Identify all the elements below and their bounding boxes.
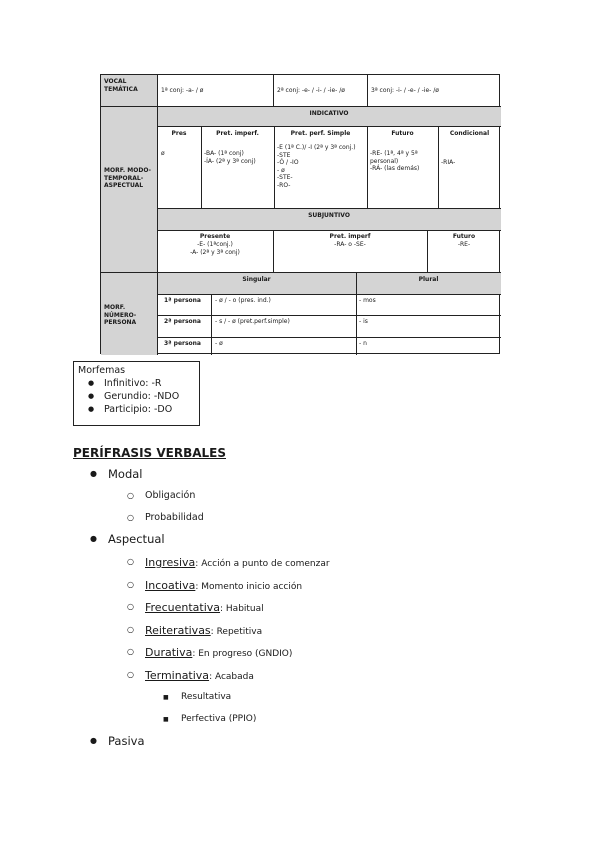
modo-label: MORF. MODO-TEMPORAL-ASPECTUAL xyxy=(104,167,152,189)
desc-durativa: : En progreso (GNDIO) xyxy=(192,649,293,659)
plural-3: - n xyxy=(359,340,367,347)
subjuntivo-title: SUBJUNTIVO xyxy=(308,212,350,219)
vocal-tematica-label: VOCAL TEMÁTICA xyxy=(104,78,138,93)
terminativa-perfectiva: ■ Perfectiva (PPIO) xyxy=(181,714,256,724)
sub-presente-value: -E- (1ªconj.) -A- (2ª y 3ª conj) xyxy=(190,241,240,256)
perf-simple-value: -É (1ª C.)/ -Í (2ª y 3ª conj.) -STE -Ó / -IO - ø -STE- -RO- xyxy=(277,144,356,189)
morfema-gerundio: ● Gerundio: -NDO xyxy=(104,390,195,403)
term-ingresiva: Ingresiva xyxy=(145,556,196,569)
desc-terminativa: : Acabada xyxy=(209,672,254,682)
term-terminativa: Terminativa xyxy=(145,669,210,682)
aspectual-reiterativas xyxy=(145,624,262,637)
sub-futuro-title: Futuro xyxy=(452,233,476,240)
futuro-value: -RÉ- (1ª, 4ª y 5ª personal) -RÁ- (las demás) xyxy=(370,150,420,172)
sub-imperf-title: Pret. imperf xyxy=(329,233,371,240)
persona-3: 3ª persona xyxy=(164,340,201,347)
aspectual-durativa xyxy=(145,646,292,659)
modal-item: ● Modal xyxy=(108,467,143,481)
term-reiterativas: Reiterativas xyxy=(145,624,211,637)
term-frecuentativa: Frecuentativa xyxy=(145,601,221,614)
singular-header: Singular xyxy=(242,276,271,283)
sing-1: - ø / - o (pres. ind.) xyxy=(215,297,271,304)
sing-3: - ø xyxy=(215,340,223,347)
plural-2: - is xyxy=(359,318,368,325)
term-durativa: Durativa xyxy=(145,646,193,659)
morfemas-title: Morfemas xyxy=(78,365,126,376)
morfemas-box xyxy=(73,361,200,426)
morfema-participio: ● Participio: -DO xyxy=(104,403,195,416)
sing-2: - s / - ø (pret.perf.simple) xyxy=(215,318,290,325)
persona-2: 2ª persona xyxy=(164,318,201,325)
plural-1: - mos xyxy=(359,297,376,304)
persona-1: 1ª persona xyxy=(164,297,201,304)
desc-ingresiva: : Acción a punto de comenzar xyxy=(195,559,330,569)
terminativa-resultativa: ■ Resultativa xyxy=(181,692,231,702)
pasiva-item: ● Pasiva xyxy=(108,734,145,748)
plural-header: Plural xyxy=(418,276,439,283)
sub-presente-title: Presente xyxy=(199,233,231,240)
condicional-value: -RÍA- xyxy=(441,159,456,166)
vocal-conj1: 1ª conj: -a- / ø xyxy=(161,87,204,94)
morfema-infinitivo: ● Infinitivo: -R xyxy=(104,377,195,390)
modal-obligacion: ○ Obligación xyxy=(145,490,195,501)
perifrasis-heading: PERÍFRASIS VERBALES xyxy=(73,446,226,460)
vocal-conj3: 3ª conj: -i- / -e- / -ie- /ø xyxy=(371,87,439,94)
header-futuro: Futuro xyxy=(391,130,414,137)
desc-incoativa: : Momento inicio acción xyxy=(195,582,303,592)
indicativo-title: INDICATIVO xyxy=(309,110,349,117)
desc-reiterativas: : Repetitiva xyxy=(210,627,263,637)
morfemas-list xyxy=(78,377,195,416)
header-imperf: Pret. imperf. xyxy=(216,130,259,137)
aspectual-incoativa xyxy=(145,579,302,592)
header-perf-simple: Pret. perf. Simple xyxy=(290,130,351,137)
sub-futuro-value: -RE- xyxy=(457,241,471,248)
aspectual-item: ● Aspectual xyxy=(108,532,165,546)
header-condicional: Condicional xyxy=(449,130,490,137)
aspectual-ingresiva xyxy=(145,556,330,569)
aspectual-terminativa xyxy=(145,669,254,682)
pres-value: ø xyxy=(161,150,165,157)
sub-imperf-value: -RA- o -SE- xyxy=(334,241,366,248)
imperf-value: -BA- (1ª conj) -ÍA- (2ª y 3ª conj) xyxy=(204,150,256,165)
vocal-conj2: 2ª conj: -e- / -i- / -ie- /ø xyxy=(277,87,345,94)
morphology-table xyxy=(100,74,500,354)
header-pres: Pres xyxy=(171,130,187,137)
aspectual-frecuentativa xyxy=(145,601,264,614)
numero-label: MORF. NÚMERO-PERSONA xyxy=(104,304,137,326)
term-incoativa: Incoativa xyxy=(145,579,196,592)
modal-probabilidad: ○ Probabilidad xyxy=(145,512,204,523)
desc-frecuentativa: : Habitual xyxy=(220,604,264,614)
